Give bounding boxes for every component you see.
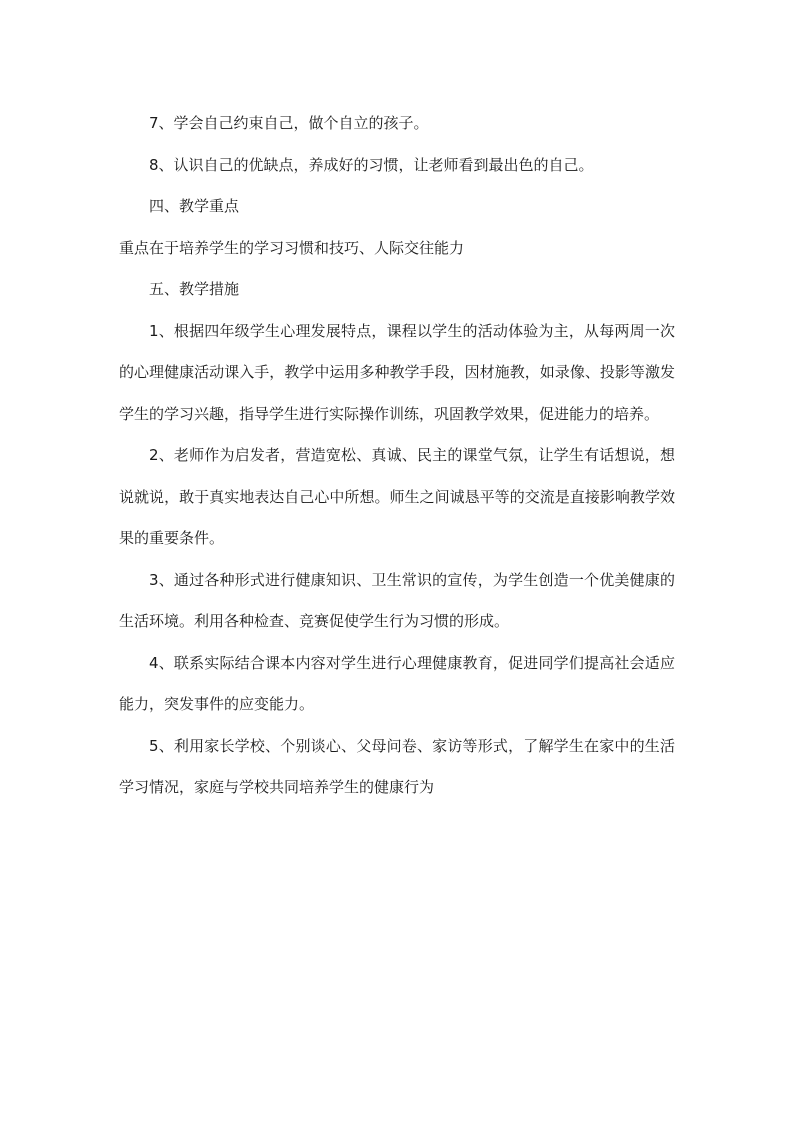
list-item-8: 8、认识自己的优缺点，养成好的习惯，让老师看到最出色的自己。 [149, 155, 594, 174]
measure-item-4: 4、联系实际结合课本内容对学生进行心理健康教育，促进同学们提高社会适应能力，突发事件的应变能力。 [119, 653, 675, 713]
teaching-focus-text: 重点在于培养学生的学习习惯和技巧、人际交往能力 [119, 238, 465, 257]
measure-item-2: 2、老师作为启发者，营造宽松、真诚、民主的课堂气氛，让学生有话想说，想说就说，敢于真实地表达自己心中所想。师生之间诚恳平等的交流是直接影响教学效果的重要条件。 [119, 446, 675, 547]
measure-item-1: 1、根据四年级学生心理发展特点，课程以学生的活动体验为主，从每两周一次的心理健康活动课入手，教学中运用多种教学手段，因材施教，如录像、投影等激发学生的学习兴趣，指导学生进行实际操作训练，巩固教学效果，促进能力的培养。 [119, 321, 675, 423]
document-body [119, 103, 675, 809]
section-heading-teaching-measures: 五、教学措施 [149, 280, 240, 298]
list-item-7: 7、学会自己约束自己，做个自立的孩子。 [149, 114, 429, 132]
measure-item-5: 5、利用家长学校、个别谈心、父母问卷、家访等形式，了解学生在家中的生活学习情况，家庭与学校共同培养学生的健康行为 [119, 736, 675, 796]
section-heading-teaching-focus: 四、教学重点 [149, 197, 240, 215]
measure-item-3: 3、通过各种形式进行健康知识、卫生常识的宣传，为学生创造一个优美健康的生活环境。利用各种检查、竞赛促使学生行为习惯的形成。 [119, 570, 675, 630]
